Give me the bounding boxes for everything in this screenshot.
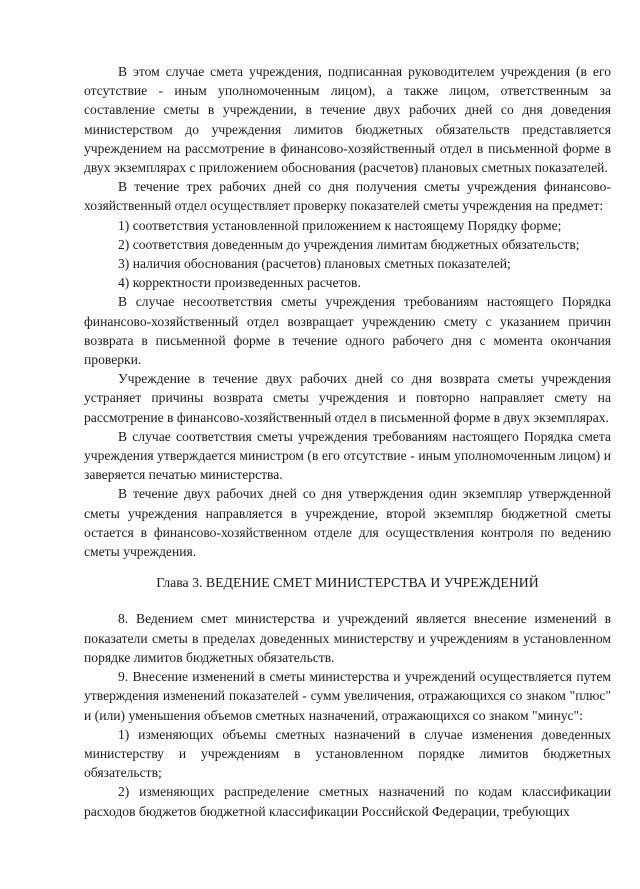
paragraph-copies-distribution: В течение двух рабочих дней со дня утверждения один экземпляр утвержденной сметы учреждения направляется в учреждение, второй экземпляр бюджетной сметы остается в финансово-хозяйственном отделе для осуществления контроля по ведению сметы учреждения. <box>84 486 611 560</box>
paragraph-8: 8. Ведением смет министерства и учреждений является внесение изменений в показатели сметы в пределах доведенных министерству и учреждениям в установленном порядке лимитов бюджетных обязательств. <box>84 611 611 665</box>
check-item-1: 1) соответствия установленной приложением к настоящему Порядку форме; <box>118 217 562 233</box>
change-item-2: 2) изменяющих распределение сметных назначений по кодам классификации расходов бюджетов бюджетной классификации Российской Федерации, требующих <box>84 784 611 819</box>
paragraph-approval: В случае соответствия сметы учреждения требованиям настоящего Порядка смета учреждения утверждается министром (в его отсутствие - иным уполномоченным лицом) и заверяется печатью министерства. <box>84 428 611 483</box>
paragraph-check-period: В течение трех рабочих дней со дня получения сметы учреждения финансово-хозяйственный отдел осуществляет проверку показателей сметы учреждения на предмет: <box>84 179 611 214</box>
chapter-heading: Глава 3. ВЕДЕНИЕ СМЕТ МИНИСТЕРСТВА И УЧРЕЖДЕНИЙ <box>156 575 539 591</box>
check-item-4: 4) корректности произведенных расчетов. <box>118 275 361 291</box>
document-page <box>84 62 611 821</box>
paragraph-fix-and-resubmit: Учреждение в течение двух рабочих дней со дня возврата сметы учреждения устраняет причины возврата сметы учреждения и повторно направляет смету на рассмотрение в финансово-хозяйственный отдел в письменной форме в двух экземплярах. <box>84 371 611 425</box>
paragraph-estimate-signed: В этом случае смета учреждения, подписанная руководителем учреждения (в его отсутствие - иным уполномоченным лицом), а также лицом, ответственным за составление сметы в учреждении, в течение двух рабочих дней со дня доведения министерством до учреждения лимитов бюджетных обязательств представляется учреждением на рассмотрение в финансово-хозяйственный отдел в письменной форме в двух экземплярах с приложением обоснования (расчетов) плановых сметных показателей. <box>84 64 611 176</box>
check-item-3: 3) наличия обоснования (расчетов) плановых сметных показателей; <box>118 256 511 272</box>
paragraph-mismatch-return: В случае несоответствия сметы учреждения требованиям настоящего Порядка финансово-хозяйственный отдел возвращает учреждению смету с указанием причин возврата в письменной форме в течение одного рабочего дня с момента окончания проверки. <box>84 294 611 368</box>
paragraph-9: 9. Внесение изменений в сметы министерства и учреждений осуществляется путем утверждения изменений показателей - сумм увеличения, отражающихся со знаком "плюс" и (или) уменьшения объемов сметных назначений, отражающихся со знаком "минус": <box>84 669 611 723</box>
change-item-1: 1) изменяющих объемы сметных назначений в случае изменения доведенных министерству и учреждениям в установленном порядке лимитов бюджетных обязательств; <box>84 726 611 781</box>
check-item-2: 2) соответствия доведенным до учреждения лимитам бюджетных обязательств; <box>118 236 580 252</box>
